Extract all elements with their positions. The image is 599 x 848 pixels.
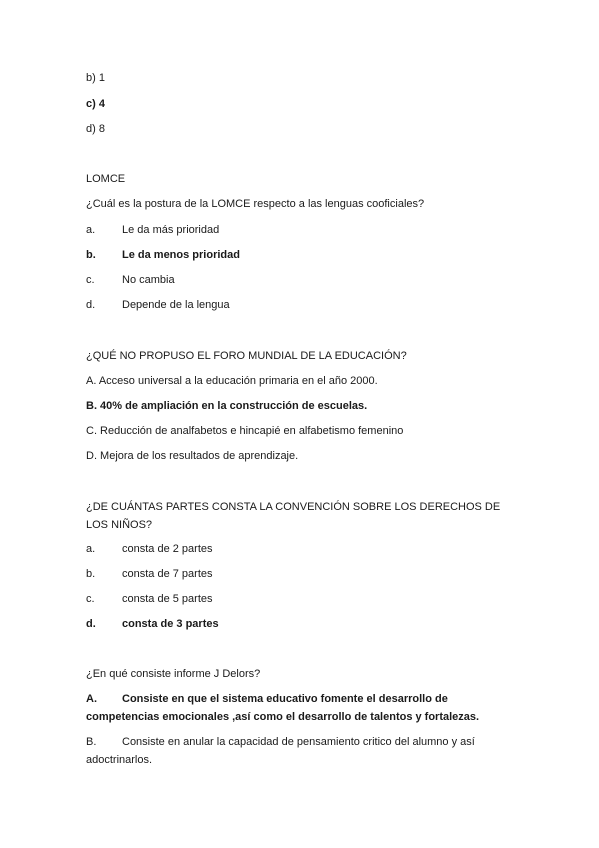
option-text: No cambia xyxy=(122,274,175,286)
q1-heading: LOMCE xyxy=(86,173,126,185)
option-text: Consiste en anular la capacidad de pensamiento critico del alumno y así adoctrinarlos. xyxy=(86,736,475,766)
option-letter: a. xyxy=(86,543,96,555)
option-text: Consiste en que el sistema educativo fomente el desarrollo de competencias emocionales ,así como el desarrollo de talentos y fortalezas. xyxy=(86,693,480,723)
q4-question: ¿En qué consiste informe J Delors? xyxy=(86,668,261,680)
option-text: Le da más prioridad xyxy=(122,224,220,236)
q0-option-d: d) 8 xyxy=(86,123,105,135)
option-text: Depende de la lengua xyxy=(122,299,230,311)
q3-option-d-correct xyxy=(86,617,219,631)
option-text: consta de 2 partes xyxy=(122,543,213,555)
q2-option-b-correct: B. 40% de ampliación en la construcción de escuelas. xyxy=(86,400,368,412)
option-text: consta de 5 partes xyxy=(122,593,213,605)
q0-option-b: b) 1 xyxy=(86,72,105,84)
option-text: consta de 7 partes xyxy=(122,568,213,580)
q1-option-a xyxy=(86,223,219,237)
q2-question: ¿QUÉ NO PROPUSO EL FORO MUNDIAL DE LA EDUCACIÓN? xyxy=(86,350,407,362)
option-letter: a. xyxy=(86,224,96,236)
q0-option-c-correct: c) 4 xyxy=(86,98,105,110)
q4-option-b xyxy=(86,733,516,769)
q4-option-a-correct xyxy=(86,690,516,726)
q2-option-d: D. Mejora de los resultados de aprendizaje. xyxy=(86,450,299,462)
q3-option-b xyxy=(86,567,213,581)
option-letter: B. xyxy=(86,736,97,748)
option-letter: d. xyxy=(86,618,96,630)
option-letter: c. xyxy=(86,274,95,286)
q1-question: ¿Cuál es la postura de la LOMCE respecto a las lenguas cooficiales? xyxy=(86,198,425,210)
q3-question: ¿DE CUÁNTAS PARTES CONSTA LA CONVENCIÓN SOBRE LOS DERECHOS DE LOS NIÑOS? xyxy=(86,501,501,531)
option-letter: b. xyxy=(86,568,96,580)
option-letter: c. xyxy=(86,593,95,605)
option-letter: b. xyxy=(86,249,96,261)
q3-option-a xyxy=(86,542,213,556)
q1-option-c xyxy=(86,273,175,287)
q3-option-c xyxy=(86,592,213,606)
option-text: consta de 3 partes xyxy=(122,618,219,630)
option-text: Le da menos prioridad xyxy=(122,249,240,261)
q1-option-d xyxy=(86,298,230,312)
option-letter: d. xyxy=(86,299,96,311)
q2-option-c: C. Reducción de analfabetos e hincapié en alfabetismo femenino xyxy=(86,425,404,437)
q1-option-b-correct xyxy=(86,248,240,262)
q2-option-a: A. Acceso universal a la educación primaria en el año 2000. xyxy=(86,375,378,387)
option-letter: A. xyxy=(86,693,97,705)
